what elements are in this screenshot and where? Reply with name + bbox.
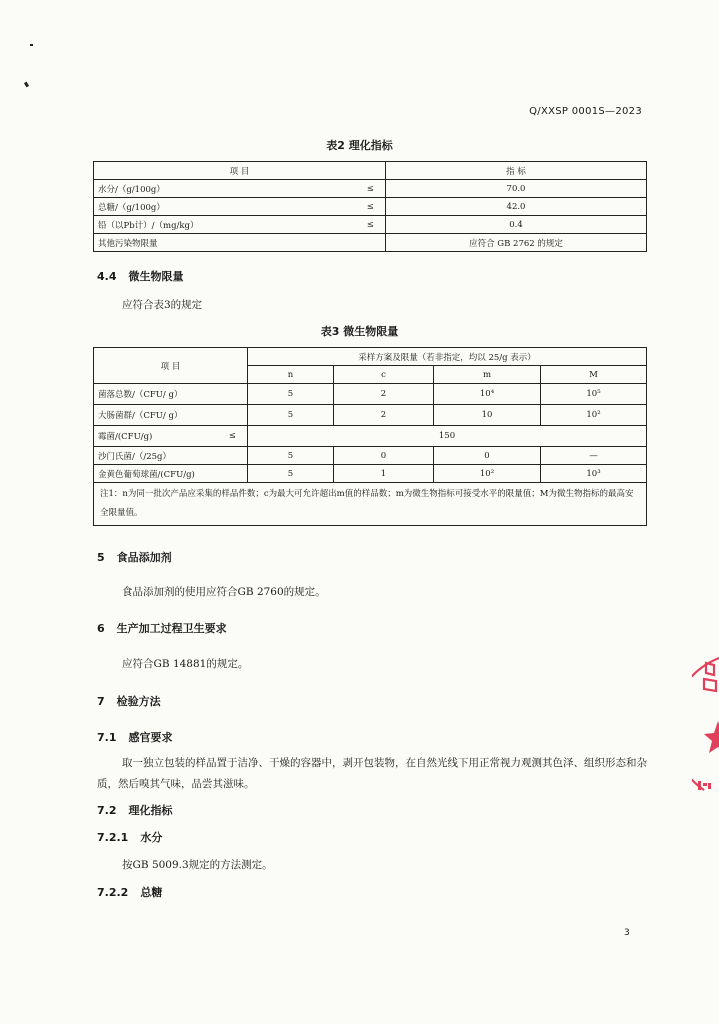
table-row [94,216,647,234]
row-n: 5 [248,384,334,405]
table-note: 注1：n为同一批次产品应采集的样品件数；c为最大可允许超出m值的样品数；m为微生物指标可接受水平的限量值；M为微生物指标的最高安全限量值。 [94,483,647,526]
section-7-1-text: 取一独立包装的样品置于洁净、干燥的容器中，剥开包装物，在自然光线下用正常视力观测其色泽、组织形态和杂质，然后嗅其气味，品尝其滋味。 [97,757,647,790]
row-item: 大肠菌群/（CFU/ g） [94,405,248,426]
row-value: 42.0 [386,198,647,216]
microbiological-table [93,347,647,526]
header-c: c [334,366,434,384]
section-5-text: 食品添加剂的使用应符合GB 2760的规定。 [122,586,326,598]
physicochemical-table [93,161,647,252]
row-value: 0.4 [386,216,647,234]
row-item: 霉菌/(CFU/g) [94,426,218,447]
section-7-2-heading [97,802,173,818]
section-number: 7 [97,695,105,708]
header-item: 项 目 [94,162,386,180]
section-number: 7.2.2 [97,886,129,899]
table-row [94,405,647,426]
row-value: 70.0 [386,180,647,198]
table-row [94,447,647,465]
header-m: m [434,366,541,384]
section-7-2-2-heading [97,884,162,900]
section-title: 感官要求 [128,731,173,744]
row-item: 水分/（g/100g） [94,180,356,198]
header-n: n [248,366,334,384]
page-number: 3 [624,928,630,938]
standard-code: Q/XXSP 0001S—2023 [529,106,642,117]
section-number: 4.4 [97,270,117,283]
row-value: 应符合 GB 2762 的规定 [386,234,647,252]
row-operator: ≤ [218,426,248,447]
section-title: 检验方法 [116,695,161,708]
table-row [94,198,647,216]
row-c: 1 [334,465,434,483]
table-header-row [94,348,647,366]
scan-speck [30,44,33,46]
header-plan: 采样方案及限量（若非指定，均以 25/g 表示） [248,348,647,366]
section-title: 水分 [140,831,163,844]
section-number: 7.1 [97,731,117,744]
row-m: 0 [434,447,541,465]
row-c: 2 [334,384,434,405]
section-7-1-heading [97,729,173,745]
row-c: 0 [334,447,434,465]
section-4-4-text: 应符合表3的规定 [122,299,203,311]
row-M: 10⁵ [541,384,647,405]
section-title: 理化指标 [128,804,173,817]
section-title: 生产加工过程卫生要求 [116,622,227,635]
section-title: 微生物限量 [128,270,184,283]
table-row [94,180,647,198]
row-item: 总糖/（g/100g） [94,198,356,216]
row-m: 10² [434,465,541,483]
section-number: 7.2.1 [97,831,129,844]
row-n: 5 [248,447,334,465]
scan-speck [24,82,29,88]
section-number: 6 [97,622,105,635]
table-note-row [94,483,647,526]
section-7-heading [97,693,161,709]
row-M: 10² [541,405,647,426]
section-6-heading [97,620,227,636]
row-c: 2 [334,405,434,426]
section-5-heading [97,549,172,565]
row-operator: ≤ [356,180,386,198]
row-item: 其他污染物限量 [94,234,386,252]
row-m: 10⁴ [434,384,541,405]
section-4-4-heading [97,268,184,284]
table-row [94,384,647,405]
table-row [94,426,647,447]
row-operator: ≤ [356,216,386,234]
row-item: 铅（以Pb计）/（mg/kg） [94,216,356,234]
section-title: 总糖 [140,886,163,899]
row-item: 菌落总数/（CFU/ g） [94,384,248,405]
row-merged-value: 150 [248,426,647,447]
section-6-text: 应符合GB 14881的规定。 [122,658,249,670]
header-M: M [541,366,647,384]
section-title: 食品添加剂 [116,551,172,564]
row-n: 5 [248,465,334,483]
section-7-2-1-text: 按GB 5009.3规定的方法测定。 [122,859,273,871]
section-number: 7.2 [97,804,117,817]
header-index: 指 标 [386,162,647,180]
table2-caption: 表2 理化指标 [326,139,393,152]
row-item: 金黄色葡萄球菌/(CFU/g) [94,465,248,483]
table-header-row [94,162,647,180]
row-M: — [541,447,647,465]
section-number: 5 [97,551,105,564]
row-n: 5 [248,405,334,426]
section-7-2-1-heading [97,829,162,845]
row-item: 沙门氏菌/（/25g） [94,447,248,465]
table-row [94,465,647,483]
red-seal-stamp-fragment [692,655,719,795]
table-row [94,234,647,252]
row-m: 10 [434,405,541,426]
row-M: 10³ [541,465,647,483]
header-item: 项 目 [94,348,248,384]
table3-caption: 表3 微生物限量 [320,325,399,338]
row-operator: ≤ [356,198,386,216]
